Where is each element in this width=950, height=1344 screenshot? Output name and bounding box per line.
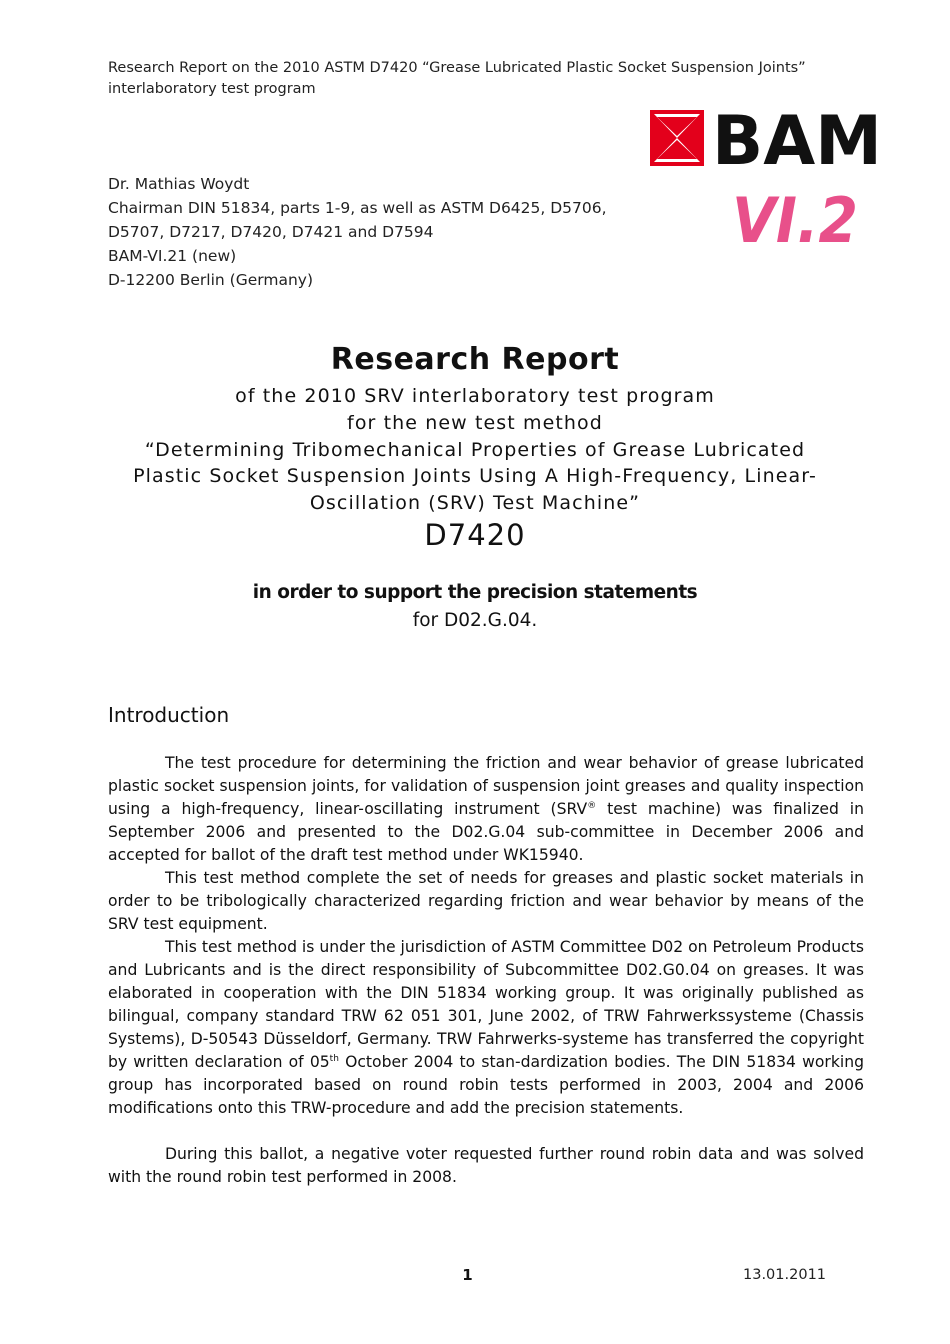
author-role-line2: D5707, D7217, D7420, D7421 and D7594 (108, 223, 434, 241)
author-block (108, 172, 688, 292)
intro-p1-text-a: The test procedure for determining the friction and wear behavior of grease lubricated plastic socket suspension joints, for validation of suspension joint greases and quality inspection using a high-frequency, linear-oscillating instrument (SRV (108, 754, 864, 818)
running-header (108, 58, 868, 100)
title-subline-1: of the 2010 SRV interlaboratory test program (235, 385, 715, 407)
intro-paragraph-2: This test method complete the set of needs for greases and plastic socket materials in order to be tribologically characterized regarding friction and wear behavior by means of the SRV test equipment. (108, 869, 864, 933)
report-title: Research Report (330, 342, 620, 377)
introduction-heading: Introduction (108, 703, 230, 727)
title-subline-4: Plastic Socket Suspension Joints Using A High-Frequency, Linear- (133, 465, 817, 487)
intro-p3-text-a: This test method is under the jurisdiction of ASTM Committee D02 on Petroleum Products and Lubricants and is the direct responsibility of Subcommittee D02.G0.04 on greases. It was elaborated in cooperation with the DIN 51834 working group. It was originally published as bilingual, company standard TRW 62 051 301, June 2002, of TRW Fahrwerkssysteme (Chassis Systems), D-50543 Düsseldorf, Germany. TRW Fahrwerks-systeme has transferred the copyright by written declaration of 05 (108, 938, 864, 1071)
footer-date: 13.01.2011 (743, 1267, 827, 1283)
subcommittee-line: for D02.G.04. (412, 610, 538, 631)
introduction-body (108, 752, 864, 1189)
title-subline-3: “Determining Tribomechanical Properties of Grease Lubricated (144, 439, 806, 461)
bam-org-text: BAM (712, 108, 882, 181)
intro-p3-text-b: October 2004 to stan-dardization bodies. The DIN 51834 working group has incorporated based on round robin tests performed in 2003, 2004 and 2006 modifications onto this TRW-procedure and add the precision statements. (108, 1053, 864, 1117)
registered-mark: ® (587, 800, 597, 811)
running-header-line2: interlaboratory test program (108, 81, 316, 97)
title-subline-2: for the new test method (347, 412, 603, 434)
intro-p1-text-b: test machine) was finalized in September 2006 and presented to the D02.G.04 sub-committee in December 2006 and accepted for ballot of the draft test method under WK15940. (108, 800, 864, 864)
title-subline-5: Oscillation (SRV) Test Machine” (309, 492, 641, 514)
author-address: D-12200 Berlin (Germany) (108, 271, 314, 289)
intro-paragraph-3 (108, 936, 864, 1120)
author-department: BAM-VI.21 (new) (108, 247, 237, 265)
bam-division-text: VI.2 (732, 184, 858, 250)
author-role-line1: Chairman DIN 51834, parts 1-9, as well as ASTM D6425, D5706, (108, 199, 607, 217)
ordinal-suffix: th (329, 1053, 339, 1064)
standard-code: D7420 (424, 518, 526, 552)
running-header-line1: Research Report on the 2010 ASTM D7420 “Grease Lubricated Plastic Socket Suspension Joints” (108, 60, 806, 76)
support-statement: in order to support the precision statements (252, 582, 698, 603)
author-name: Dr. Mathias Woydt (108, 175, 250, 193)
intro-paragraph-4: During this ballot, a negative voter requested further round robin data and was solved with the round robin test performed in 2008. (108, 1145, 864, 1186)
intro-paragraph-1 (108, 752, 864, 867)
page-number: 1 (462, 1266, 473, 1284)
